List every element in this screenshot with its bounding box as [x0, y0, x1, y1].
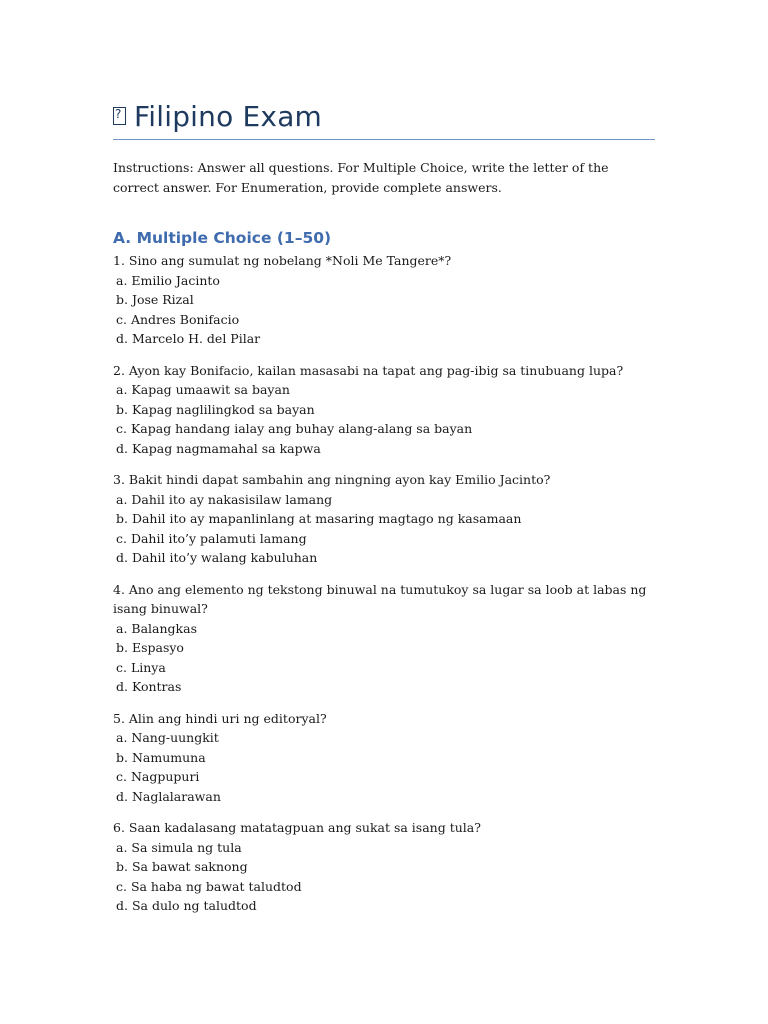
title-divider: [113, 139, 655, 140]
choice-d: d. Dahil ito’y walang kabuluhan: [116, 550, 318, 565]
choice-b: b. Dahil ito ay mapanlinlang at masaring magtago ng kasamaan: [116, 511, 522, 526]
question-list: [113, 251, 655, 916]
choice-d: d. Sa dulo ng taludtod: [116, 898, 257, 913]
choice-d: d. Naglalarawan: [116, 788, 221, 804]
choice-a: a. Dahil ito ay nakasisilaw lamang: [116, 491, 333, 507]
question-4: [113, 580, 655, 697]
question-text: 3. Bakit hindi dapat sambahin ang ningning ayon kay Emilio Jacinto?: [113, 472, 551, 487]
question-text: 6. Saan kadalasang matatagpuan ang sukat sa isang tula?: [113, 820, 481, 835]
choice-b: b. Jose Rizal: [116, 292, 194, 307]
exam-document: [113, 96, 655, 928]
choice-c: c. Kapag handang ialay ang buhay alang-alang sa bayan: [116, 421, 473, 436]
choice-a: a. Nang-uungkit: [116, 730, 219, 745]
choice-d: d. Kontras: [116, 679, 182, 694]
title-row: [113, 96, 655, 136]
section-heading-multiple-choice: A. Multiple Choice (1–50): [113, 229, 332, 247]
choice-d: d. Marcelo H. del Pilar: [116, 331, 261, 346]
question-text: 4. Ano ang elemento ng tekstong binuwal na tumutukoy sa lugar sa loob at labas ng isang binuwal?: [113, 581, 647, 616]
choice-b: b. Kapag naglilingkod sa bayan: [116, 401, 315, 417]
choice-a: a. Emilio Jacinto: [116, 272, 220, 288]
choice-a: a. Balangkas: [116, 620, 197, 636]
choice-c: c. Dahil ito’y palamuti lamang: [116, 530, 307, 546]
choice-c: c. Sa haba ng bawat taludtod: [116, 878, 302, 894]
question-2: [113, 361, 655, 459]
choice-a: a. Sa simula ng tula: [116, 839, 242, 855]
choice-b: b. Espasyo: [116, 640, 184, 655]
choice-b: b. Namumuna: [116, 749, 206, 765]
question-text: 1. Sino ang sumulat ng nobelang *Noli Me Tangere*?: [113, 253, 452, 268]
question-1: [113, 251, 655, 349]
choice-b: b. Sa bawat saknong: [116, 859, 248, 874]
question-text: 2. Ayon kay Bonifacio, kailan masasabi na tapat ang pag-ibig sa tinubuang lupa?: [113, 362, 624, 378]
question-text: 5. Alin ang hindi uri ng editoryal?: [113, 710, 327, 726]
choice-d: d. Kapag nagmamahal sa kapwa: [116, 440, 321, 456]
choice-c: c. Linya: [116, 659, 166, 675]
choice-c: c. Nagpupuri: [116, 769, 200, 784]
page-title: Filipino Exam: [134, 99, 323, 133]
question-6: [113, 818, 655, 916]
document-icon: [113, 107, 126, 125]
choice-a: a. Kapag umaawit sa bayan: [116, 382, 290, 397]
instructions-text: Instructions: Answer all questions. For Multiple Choice, write the letter of the correct answer. For Enumeration, provide complete answers.: [113, 160, 609, 195]
question-3: [113, 470, 655, 568]
question-5: [113, 709, 655, 807]
choice-c: c. Andres Bonifacio: [116, 311, 240, 327]
